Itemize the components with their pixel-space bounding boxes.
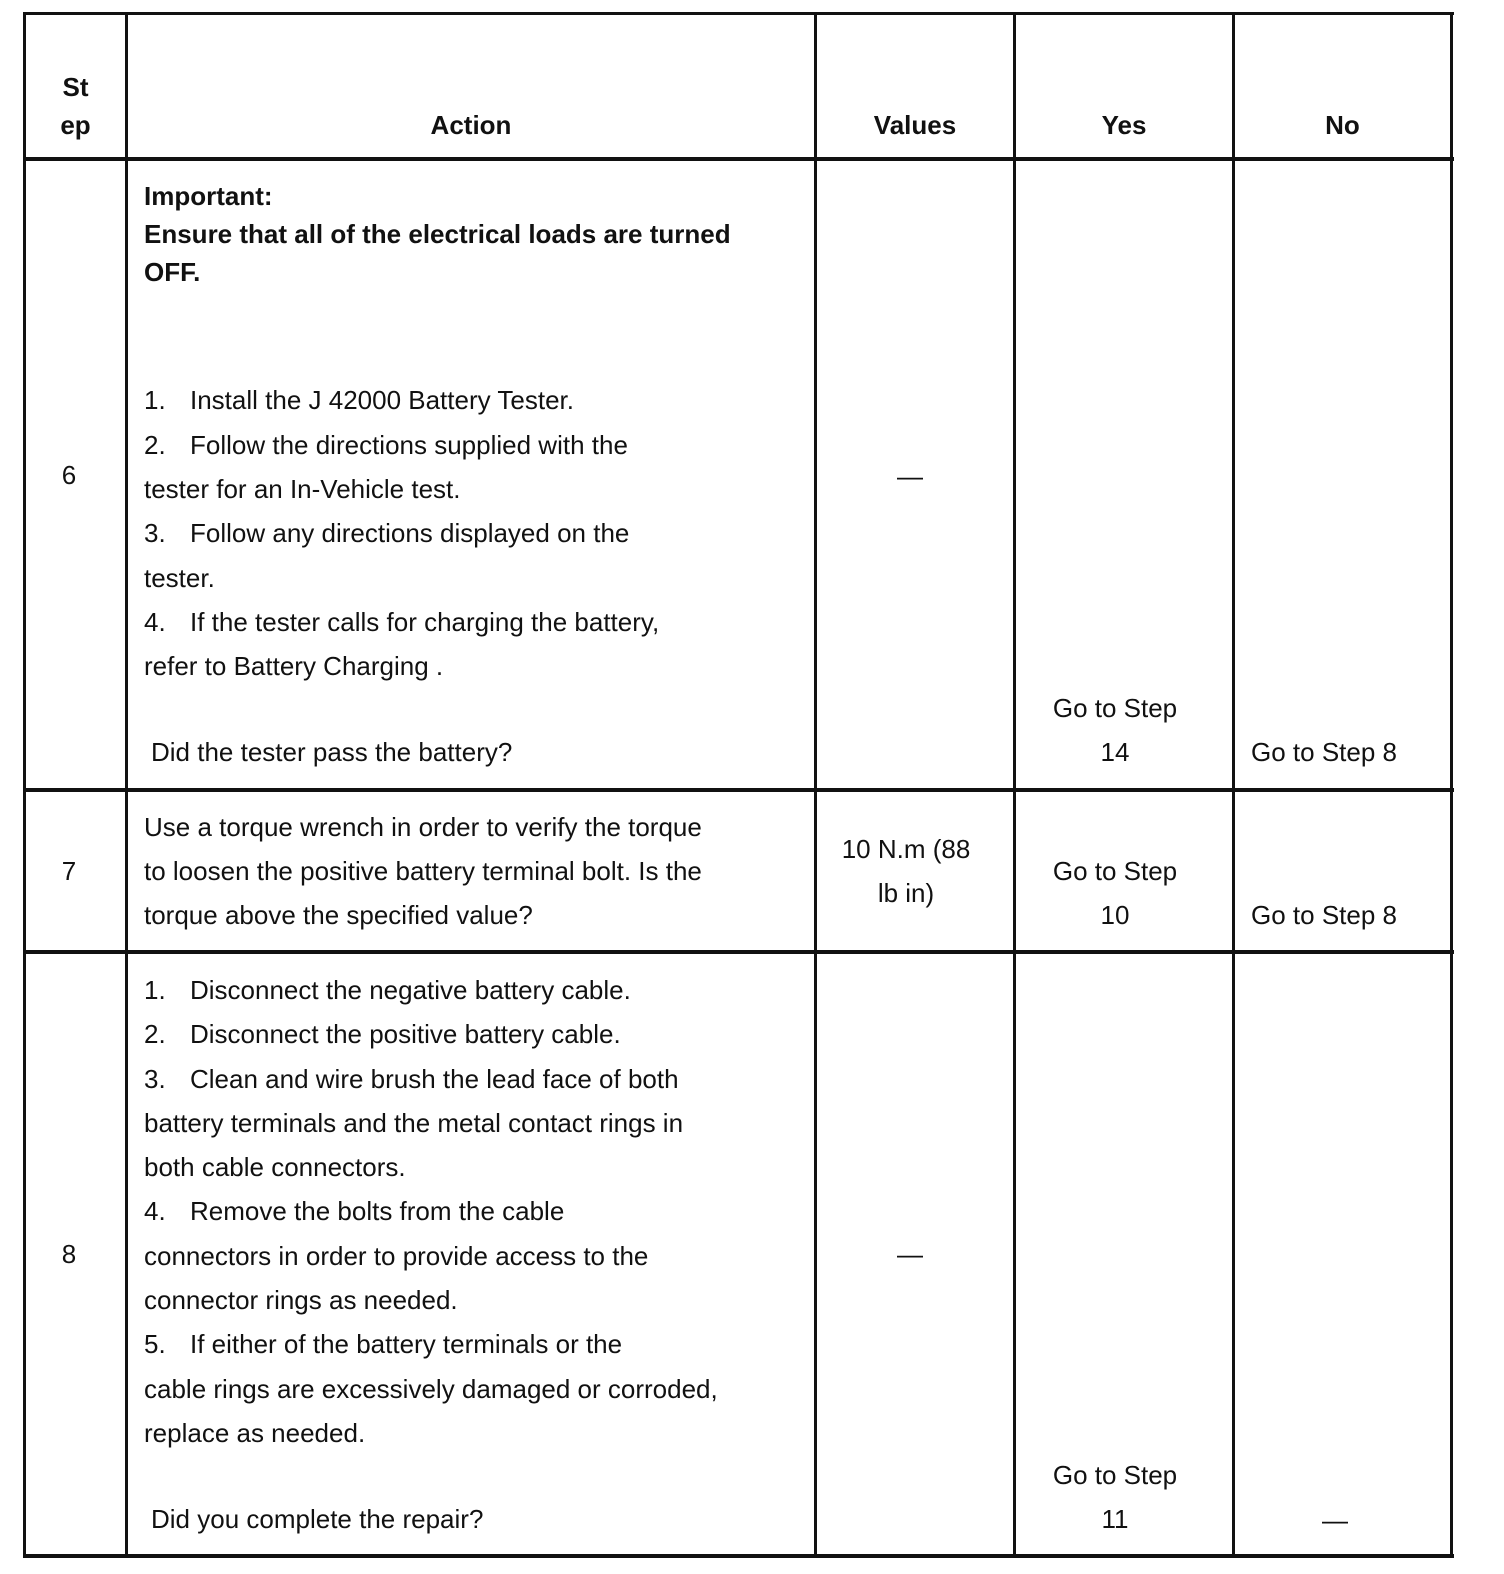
item-text: Disconnect the positive battery cable. xyxy=(190,1019,621,1049)
header-yes: Yes xyxy=(1101,110,1147,140)
column-divider-yes xyxy=(1232,12,1235,1558)
yes-line: 11 xyxy=(1101,1504,1129,1534)
item-text: Remove the bolts from the cable xyxy=(190,1196,565,1226)
item-text-continued: battery terminals and the metal contact rings in xyxy=(144,1108,684,1138)
value-cell xyxy=(817,827,995,915)
list-item xyxy=(140,1012,621,1056)
item-text-continued: both cable connectors. xyxy=(144,1152,406,1182)
item-text: If the tester calls for charging the battery, xyxy=(190,607,660,637)
header-step-line: ep xyxy=(60,110,91,140)
list-item xyxy=(140,600,659,644)
list-item xyxy=(140,1322,622,1366)
item-text-continued: connector rings as needed. xyxy=(144,1285,458,1315)
item-number: 5. xyxy=(144,1329,166,1359)
header-action: Action xyxy=(430,110,512,140)
yes-line: 14 xyxy=(1100,737,1130,767)
item-text-continued: tester. xyxy=(144,563,215,593)
value-line: lb in) xyxy=(877,878,935,908)
column-divider-action xyxy=(814,12,817,1558)
column-divider-step xyxy=(125,12,128,1558)
important-label: Important: xyxy=(144,181,273,211)
item-number: 2. xyxy=(144,430,166,460)
list-item xyxy=(140,511,629,555)
yes-line: Go to Step xyxy=(1052,1460,1178,1490)
question: Did you complete the repair? xyxy=(151,1504,484,1534)
yes-cell xyxy=(1016,686,1214,774)
table-border-top xyxy=(23,12,1454,15)
item-number: 2. xyxy=(144,1019,166,1049)
important-note: OFF. xyxy=(144,257,201,287)
header-no: No xyxy=(1325,110,1360,140)
item-number: 4. xyxy=(144,1196,166,1226)
yes-line: Go to Step xyxy=(1052,693,1178,723)
value-cell: — xyxy=(897,1239,923,1269)
important-note: Ensure that all of the electrical loads are turned xyxy=(144,219,731,249)
value-cell: — xyxy=(897,461,923,491)
step-number: 8 xyxy=(61,1239,77,1269)
yes-cell xyxy=(1016,1453,1214,1541)
item-number: 1. xyxy=(144,975,166,1005)
item-text: Follow the directions supplied with the xyxy=(190,430,628,460)
item-text: Install the J 42000 Battery Tester. xyxy=(190,385,574,415)
action-text: torque above the specified value? xyxy=(144,900,533,930)
no-cell: Go to Step 8 xyxy=(1251,737,1397,767)
item-number: 3. xyxy=(144,518,166,548)
action-text: Use a torque wrench in order to verify the torque xyxy=(144,812,702,842)
item-text-continued: connectors in order to provide access to the xyxy=(144,1241,649,1271)
yes-line: Go to Step xyxy=(1052,856,1178,886)
item-number: 4. xyxy=(144,607,166,637)
item-text: Disconnect the negative battery cable. xyxy=(190,975,631,1005)
header-divider xyxy=(23,157,1454,161)
item-text: If either of the battery terminals or the xyxy=(190,1329,623,1359)
list-item xyxy=(140,378,574,422)
list-item xyxy=(140,423,628,467)
header-step-line: St xyxy=(62,72,89,102)
item-text-continued: refer to Battery Charging . xyxy=(144,651,444,681)
header-values: Values xyxy=(873,110,957,140)
item-number: 1. xyxy=(144,385,166,415)
yes-line: 10 xyxy=(1100,900,1130,930)
header-step xyxy=(26,68,125,144)
yes-cell xyxy=(1016,849,1214,937)
step-number: 7 xyxy=(61,856,77,886)
value-line: 10 N.m (88 xyxy=(841,834,971,864)
table-border-right xyxy=(1450,12,1453,1558)
no-cell: Go to Step 8 xyxy=(1251,900,1397,930)
question: Did the tester pass the battery? xyxy=(151,737,513,767)
list-item xyxy=(140,1057,679,1101)
no-cell: — xyxy=(1322,1505,1348,1535)
table-border-bottom xyxy=(23,1554,1454,1558)
item-text-continued: tester for an In-Vehicle test. xyxy=(144,474,461,504)
row-divider xyxy=(23,788,1454,792)
column-divider-values xyxy=(1013,12,1016,1558)
list-item xyxy=(140,1189,564,1233)
item-text: Clean and wire brush the lead face of both xyxy=(190,1064,679,1094)
item-number: 3. xyxy=(144,1064,166,1094)
item-text: Follow any directions displayed on the xyxy=(190,518,630,548)
list-item xyxy=(140,968,631,1012)
item-text-continued: cable rings are excessively damaged or corroded, xyxy=(144,1374,718,1404)
table-border-left xyxy=(23,12,26,1558)
row-divider xyxy=(23,950,1454,954)
item-text-continued: replace as needed. xyxy=(144,1418,366,1448)
action-text: to loosen the positive battery terminal bolt. Is the xyxy=(144,856,702,886)
step-number: 6 xyxy=(61,460,77,490)
